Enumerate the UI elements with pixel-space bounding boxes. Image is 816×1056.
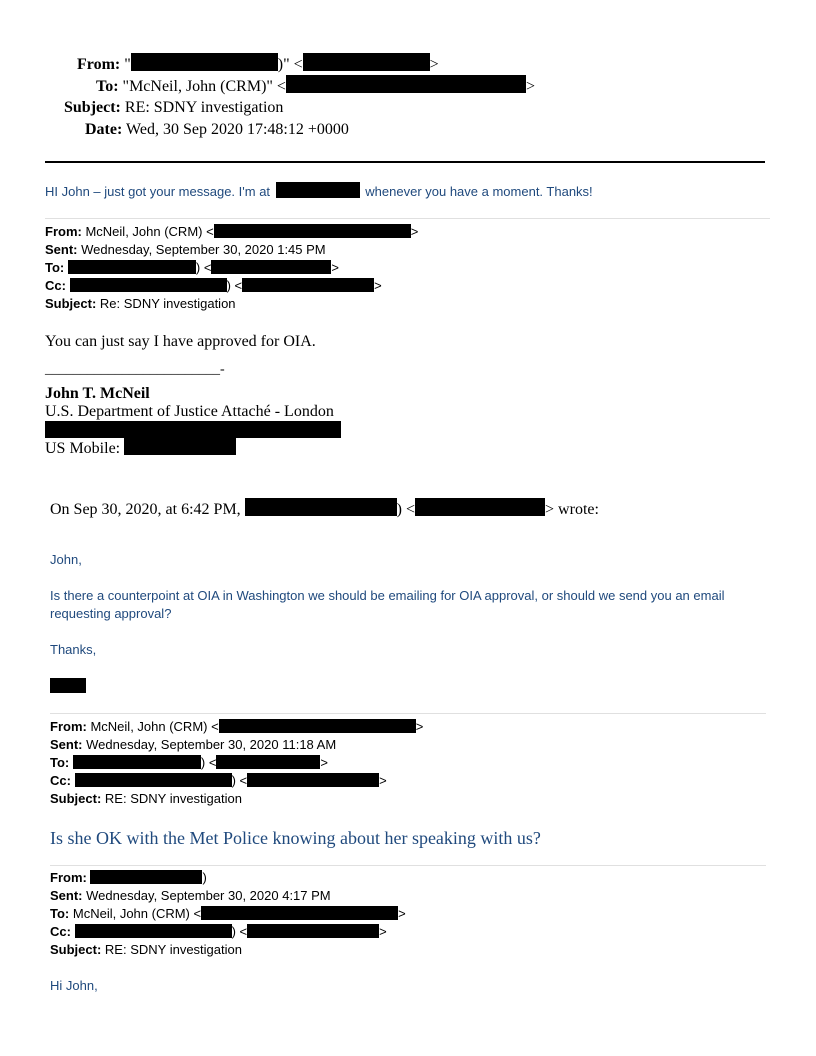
redaction-box <box>245 498 397 516</box>
msg3-thanks: Thanks, <box>50 642 97 657</box>
msg5-from-close: ) <box>202 870 207 885</box>
msg3-signoff <box>50 678 86 696</box>
header-from-row <box>77 53 439 76</box>
msg4-subject-value: RE: SDNY investigation <box>104 791 242 806</box>
reply-body <box>45 182 593 201</box>
msg2-cc-mid: ) < <box>226 278 243 293</box>
header-to-close: > <box>525 78 535 95</box>
header-from-label: From: <box>77 56 121 73</box>
signature-redacted-line <box>45 421 341 439</box>
msg4-body: Is she OK with the Met Police knowing about her speaking with us? <box>50 828 541 848</box>
redaction-box <box>303 53 430 71</box>
message-divider <box>45 218 770 219</box>
redaction-box <box>50 678 86 693</box>
msg5-from-row <box>50 869 207 887</box>
msg4-cc-label: Cc: <box>50 773 71 788</box>
msg5-subject-label: Subject: <box>50 942 102 957</box>
redaction-box <box>276 182 360 198</box>
msg4-cc-mid: ) < <box>231 773 248 788</box>
msg3-greeting: John, <box>50 552 82 567</box>
header-from-open: " <box>124 56 131 73</box>
redaction-box <box>75 924 232 938</box>
signature-mobile-label: US Mobile: <box>45 440 121 457</box>
msg2-to-mid: ) < <box>195 260 212 275</box>
msg2-from-row <box>45 223 418 241</box>
msg4-cc-close: > <box>379 773 387 788</box>
redaction-box <box>73 755 201 769</box>
msg2-to-row <box>45 259 339 277</box>
header-from-mid: )" < <box>277 56 303 73</box>
quote-intro-mid: ) < <box>396 501 416 518</box>
msg4-cc-row <box>50 772 387 790</box>
redaction-box <box>216 755 320 769</box>
redaction-box <box>247 924 379 938</box>
redaction-box <box>211 260 331 274</box>
msg2-body: You can just say I have approved for OIA. <box>45 333 316 350</box>
header-divider <box>45 161 765 163</box>
reply-text-after: whenever you have a moment. Thanks! <box>365 184 593 199</box>
redaction-box <box>415 498 545 516</box>
msg4-subject-row <box>50 790 242 808</box>
quote-intro-before: On Sep 30, 2020, at 6:42 PM, <box>50 501 241 518</box>
redaction-box <box>124 438 236 455</box>
msg2-cc-row <box>45 277 382 295</box>
header-to-label: To: <box>96 78 119 95</box>
msg5-sent-row <box>50 887 331 905</box>
msg5-cc-row <box>50 923 387 941</box>
reply-text-before: HI John – just got your message. I'm at <box>45 184 271 199</box>
msg2-subject-row <box>45 295 236 313</box>
redaction-box <box>242 278 374 292</box>
msg4-sent-row <box>50 736 336 754</box>
msg4-subject-label: Subject: <box>50 791 102 806</box>
msg2-sent-label: Sent: <box>45 242 78 257</box>
msg4-from-row <box>50 718 423 736</box>
redaction-box <box>75 773 232 787</box>
redaction-box <box>214 224 411 238</box>
header-to-row <box>96 75 535 98</box>
redaction-box <box>70 278 227 292</box>
signature-title: U.S. Department of Justice Attaché - London <box>45 403 334 420</box>
msg2-sent-row <box>45 241 326 259</box>
signature-name: John T. McNeil <box>45 385 150 402</box>
redaction-box <box>286 75 526 93</box>
msg2-sent-value: Wednesday, September 30, 2020 1:45 PM <box>81 242 326 257</box>
redaction-box <box>90 870 202 884</box>
quote-intro-after: > wrote: <box>545 501 599 518</box>
quote-intro <box>50 498 599 520</box>
header-date-value: Wed, 30 Sep 2020 17:48:12 +0000 <box>126 121 349 138</box>
msg5-subject-row <box>50 941 242 959</box>
msg4-sent-label: Sent: <box>50 737 83 752</box>
msg5-cc-label: Cc: <box>50 924 71 939</box>
header-subject-row <box>64 97 283 119</box>
msg2-from-value: McNeil, John (CRM) < <box>85 224 214 239</box>
redaction-box <box>131 53 278 71</box>
msg3-body-line2: requesting approval? <box>50 606 172 621</box>
header-date-row <box>85 119 349 141</box>
msg5-sent-value: Wednesday, September 30, 2020 4:17 PM <box>86 888 331 903</box>
msg4-from-close: > <box>415 719 424 734</box>
msg2-to-close: > <box>331 260 340 275</box>
redaction-box <box>201 906 398 920</box>
msg2-cc-label: Cc: <box>45 278 66 293</box>
header-from-close: > <box>429 56 439 73</box>
msg2-subject-value: Re: SDNY investigation <box>99 296 236 311</box>
message-divider <box>50 865 766 866</box>
msg2-from-label: From: <box>45 224 82 239</box>
header-date-label: Date: <box>85 121 123 138</box>
msg4-to-row <box>50 754 328 772</box>
msg5-from-label: From: <box>50 870 87 885</box>
signature-mobile-row <box>45 438 236 459</box>
msg2-from-close: > <box>410 224 419 239</box>
msg4-from-label: From: <box>50 719 87 734</box>
msg2-subject-label: Subject: <box>45 296 97 311</box>
msg5-to-label: To: <box>50 906 70 921</box>
msg2-cc-close: > <box>374 278 382 293</box>
msg5-to-close: > <box>398 906 406 921</box>
msg4-from-value: McNeil, John (CRM) < <box>90 719 219 734</box>
msg3-body-line1: Is there a counterpoint at OIA in Washington we should be emailing for OIA approval, or should we send you an email <box>50 588 725 603</box>
msg5-subject-value: RE: SDNY investigation <box>104 942 242 957</box>
redaction-box <box>247 773 379 787</box>
msg4-to-close: > <box>320 755 329 770</box>
msg5-greeting: Hi John, <box>50 978 98 993</box>
signature-line: _________________________- <box>45 362 225 377</box>
redaction-box <box>219 719 416 733</box>
header-subject-label: Subject: <box>64 99 121 116</box>
msg5-sent-label: Sent: <box>50 888 83 903</box>
msg5-to-row <box>50 905 406 923</box>
msg4-to-label: To: <box>50 755 70 770</box>
header-to-value: "McNeil, John (CRM)" < <box>122 78 286 95</box>
msg4-sent-value: Wednesday, September 30, 2020 11:18 AM <box>86 737 337 752</box>
msg4-to-mid: ) < <box>200 755 217 770</box>
msg5-cc-close: > <box>379 924 387 939</box>
msg5-cc-mid: ) < <box>231 924 248 939</box>
header-subject-value: RE: SDNY investigation <box>124 99 284 116</box>
msg5-to-value: McNeil, John (CRM) < <box>72 906 202 921</box>
redaction-box <box>45 421 341 438</box>
msg2-to-label: To: <box>45 260 65 275</box>
redaction-box <box>68 260 196 274</box>
message-divider <box>50 713 766 714</box>
